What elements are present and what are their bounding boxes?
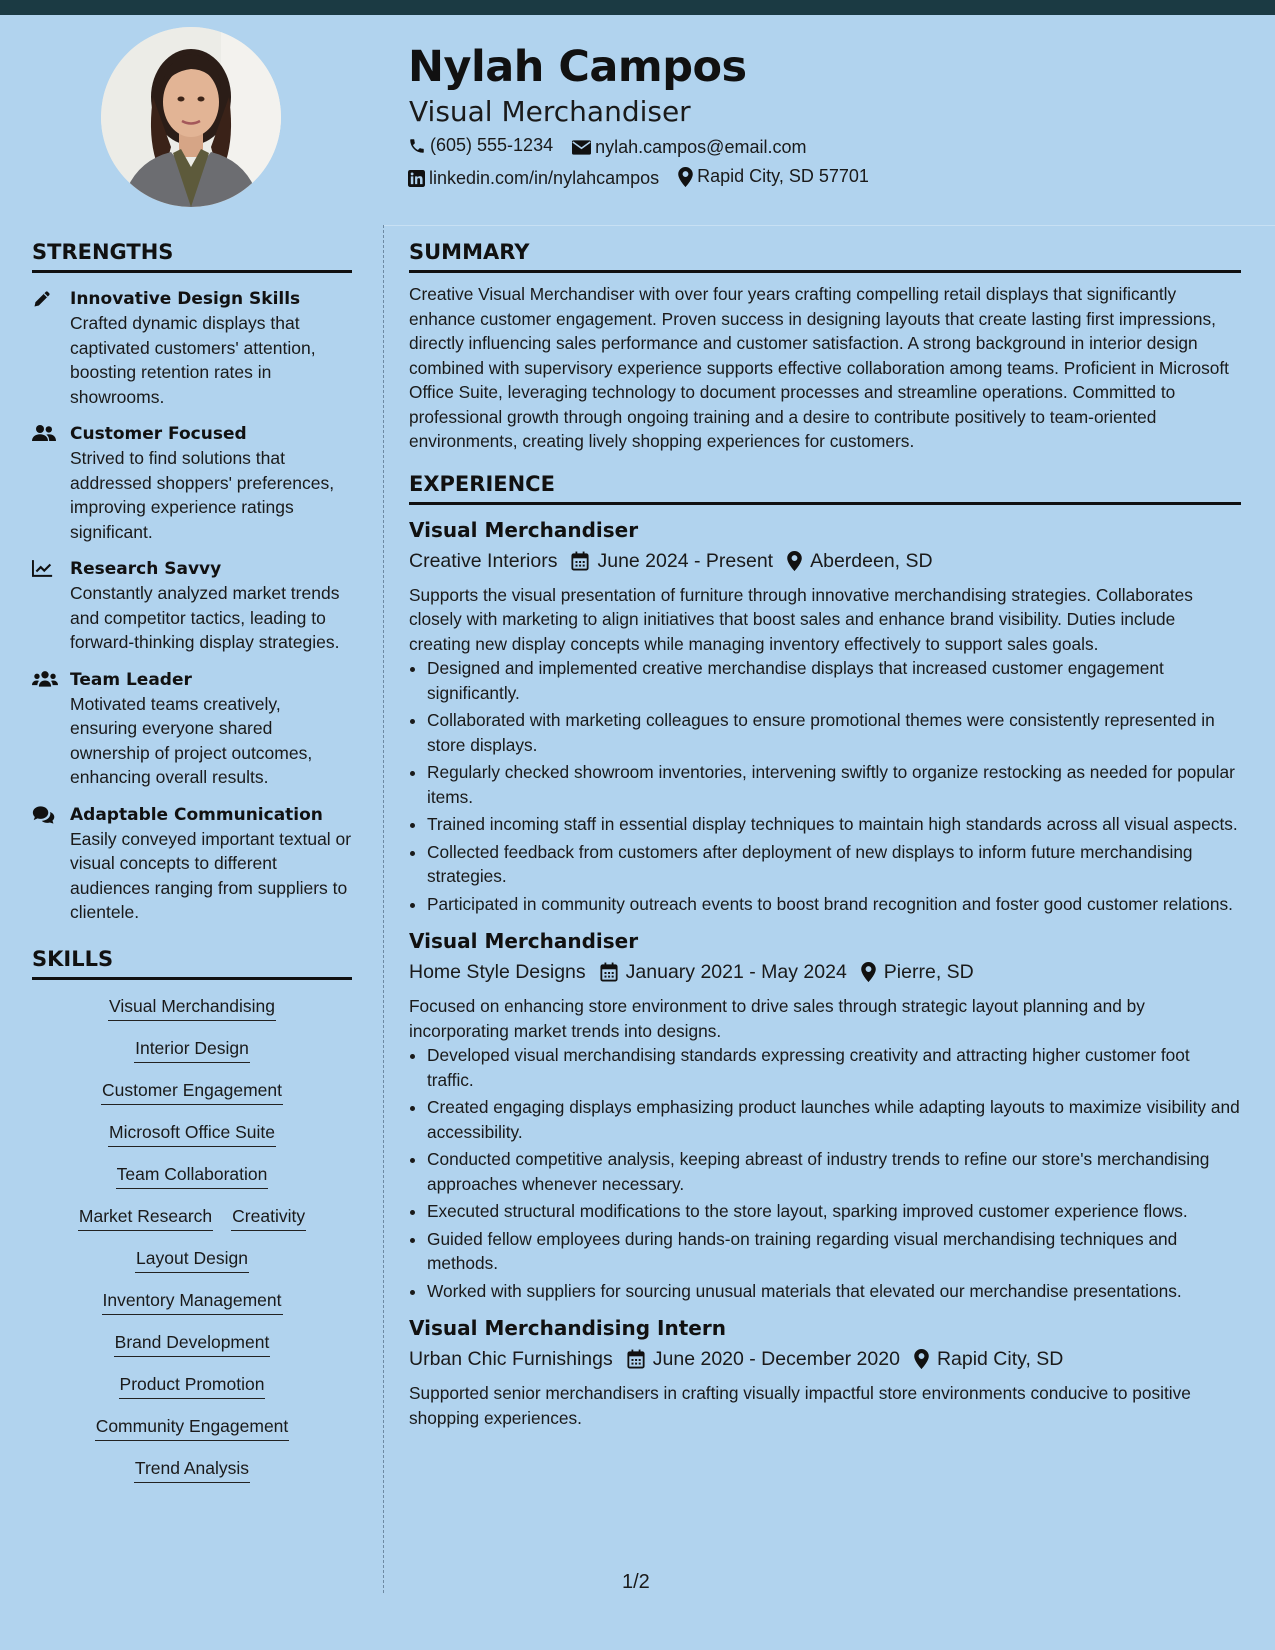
- linkedin-contact[interactable]: [408, 168, 659, 189]
- job-dates: January 2021 - May 2024: [625, 961, 847, 983]
- users-icon: [32, 424, 56, 442]
- skills-list: [32, 994, 352, 1483]
- strength-title: Adaptable Communication: [70, 804, 323, 825]
- skill-tag: Layout Design: [135, 1246, 249, 1273]
- job-description: Supported senior merchandisers in crafting visually impactful store environments conducive to positive shopping experiences.: [409, 1383, 1191, 1428]
- job-entry: [409, 928, 1241, 1303]
- strength-item: [32, 287, 352, 409]
- location-text: Rapid City, SD 57701: [697, 166, 869, 186]
- candidate-name: Nylah Campos: [408, 42, 747, 92]
- strengths-heading: STRENGTHS: [32, 240, 352, 273]
- linkedin-text[interactable]: linkedin.com/in/nylahcampos: [429, 167, 660, 188]
- job-meta: [409, 959, 1241, 985]
- job-bullet: • Regularly checked showroom inventories, intervening swiftly to organize restocking as needed for popular items.: [427, 760, 1241, 809]
- left-column: [32, 240, 352, 1498]
- job-location: Aberdeen, SD: [810, 549, 933, 572]
- job-company: Home Style Designs: [409, 961, 586, 983]
- phone-icon: [408, 137, 426, 155]
- skill-tag: Trend Analysis: [134, 1456, 250, 1483]
- job-role: Visual Merchandising Intern: [409, 1316, 726, 1340]
- job-entry: [409, 517, 1241, 917]
- contact-line-2: [408, 166, 883, 192]
- right-column: [409, 240, 1241, 1430]
- job-entry: [409, 1315, 1241, 1430]
- strength-item: [32, 422, 352, 544]
- skill-tag: Customer Engagement: [101, 1078, 283, 1105]
- strength-description: Strived to find solutions that addressed shoppers' preferences, improving experience ratings significant.: [70, 448, 335, 542]
- skill-tag: Brand Development: [114, 1330, 271, 1357]
- map-pin-icon: [861, 962, 876, 982]
- job-bullet: • Developed visual merchandising standards expressing creativity and attracting higher customer foot traffic.: [427, 1043, 1241, 1092]
- skill-tag: Interior Design: [134, 1036, 250, 1063]
- linkedin-icon: [408, 170, 425, 187]
- email-text[interactable]: nylah.campos@email.com: [595, 136, 807, 157]
- strength-title: Team Leader: [70, 669, 192, 690]
- page-number: 1/2: [622, 1571, 650, 1593]
- job-bullet: • Executed structural modifications to the store layout, sparking improved customer experience flows.: [427, 1199, 1241, 1224]
- job-dates: June 2020 - December 2020: [652, 1348, 900, 1370]
- job-location: Pierre, SD: [883, 961, 974, 983]
- strength-description: Crafted dynamic displays that captivated customers' attention, boosting retention rates in showrooms.: [70, 313, 316, 407]
- strength-title: Customer Focused: [70, 424, 247, 444]
- map-pin-icon: [787, 551, 802, 571]
- team-icon: [32, 670, 58, 688]
- experience-heading: EXPERIENCE: [409, 472, 1241, 505]
- skills-heading: SKILLS: [32, 947, 352, 980]
- job-bullet: • Guided fellow employees during hands-on training regarding visual merchandising techniques and methods.: [427, 1227, 1241, 1276]
- skill-tag: Product Promotion: [119, 1372, 266, 1399]
- contact-line-1: [408, 135, 820, 160]
- candidate-title: Visual Merchandiser: [409, 95, 691, 128]
- job-meta: [409, 548, 1241, 574]
- phone-contact: [408, 135, 553, 156]
- map-pin-icon: [678, 167, 693, 187]
- job-bullet: • Participated in community outreach events to boost brand recognition and foster good customer relations.: [427, 892, 1241, 917]
- job-bullet: • Worked with suppliers for sourcing unusual materials that elevated our merchandise presentations.: [427, 1279, 1241, 1304]
- strength-item: [32, 803, 352, 925]
- skill-tag: Team Collaboration: [116, 1162, 269, 1189]
- job-company: Urban Chic Furnishings: [409, 1348, 613, 1370]
- skill-tag: Visual Merchandising: [108, 994, 276, 1021]
- skill-tag: Creativity: [231, 1204, 306, 1231]
- job-bullets: [409, 656, 1241, 916]
- job-company: Creative Interiors: [409, 549, 558, 572]
- strength-item: [32, 557, 352, 655]
- strengths-list: [32, 287, 352, 925]
- pencil-icon: [32, 289, 52, 309]
- job-location: Rapid City, SD: [936, 1348, 1064, 1370]
- skill-tag: Inventory Management: [102, 1288, 283, 1315]
- strength-title: Research Savvy: [70, 559, 222, 579]
- calendar-icon: [600, 962, 618, 982]
- job-dates: June 2024 - Present: [597, 549, 774, 572]
- job-bullet: • Created engaging displays emphasizing product launches while adapting layouts to maximize visibility and accessibility.: [427, 1095, 1241, 1144]
- job-bullet: • Trained incoming staff in essential display techniques to maintain high standards across all visual aspects.: [427, 812, 1241, 837]
- job-description: Supports the visual presentation of furniture through innovative merchandising strategies. Collaborates closely with marketing to align initiatives that boost sales and enhance brand visibility. Duties include creating new display concepts while managing inventory effectively to support sales goals.: [409, 584, 1193, 654]
- job-meta: [409, 1346, 1241, 1372]
- job-bullets: [409, 1043, 1241, 1303]
- email-contact[interactable]: [572, 137, 806, 158]
- job-bullet: • Conducted competitive analysis, keeping abreast of industry trends to refine our store's merchandising approaches whenever necessary.: [427, 1147, 1241, 1196]
- envelope-icon: [572, 140, 591, 155]
- column-divider: [383, 225, 384, 1593]
- strength-title: Innovative Design Skills: [70, 289, 301, 309]
- job-bullet: • Designed and implemented creative merchandise displays that increased customer engagement significantly.: [427, 656, 1241, 705]
- calendar-icon: [571, 551, 589, 571]
- summary-text: Creative Visual Merchandiser with over four years crafting compelling retail displays that significantly enhance customer engagement. Proven success in designing layouts that create lasting first impressions, directly influencing sales performance and customer satisfaction. A strong background in interior design combined with supervisory experience supports effective collaboration among teams. Proficient in Microsoft Office Suite, leveraging technology to document processes and streamline operations. Committed to professional growth through ongoing training and a desire to contribute positively to team-oriented environments, creating lively shopping experiences for customers.: [409, 284, 1229, 451]
- phone-text: (605) 555-1234: [430, 135, 554, 155]
- strength-description: Motivated teams creatively, ensuring everyone shared ownership of project outcomes, enhancing overall results.: [70, 693, 313, 787]
- job-role: Visual Merchandiser: [409, 929, 639, 953]
- skill-tag: Community Engagement: [95, 1414, 290, 1441]
- location-contact: [678, 166, 869, 187]
- experience-list: [409, 517, 1241, 1431]
- job-role: Visual Merchandiser: [409, 517, 639, 542]
- skill-tag: Market Research: [78, 1204, 213, 1231]
- skill-tag: Microsoft Office Suite: [108, 1120, 276, 1147]
- job-description: Focused on enhancing store environment to drive sales through strategic layout planning and by incorporating market trends into designs.: [409, 996, 1145, 1041]
- top-accent-bar: [0, 0, 1275, 15]
- strength-description: Easily conveyed important textual or visual concepts to different audiences ranging from suppliers to clientele.: [70, 828, 352, 922]
- strength-description: Constantly analyzed market trends and competitor tactics, leading to forward-thinking display strategies.: [70, 583, 340, 652]
- comments-icon: [32, 805, 56, 825]
- profile-photo: [101, 27, 281, 207]
- calendar-icon: [627, 1349, 645, 1369]
- map-pin-icon: [914, 1349, 929, 1369]
- job-bullet: • Collected feedback from customers after deployment of new displays to inform future merchandising strategies.: [427, 840, 1241, 889]
- summary-heading: SUMMARY: [409, 240, 1241, 273]
- header-divider: [384, 225, 1275, 226]
- strength-item: [32, 668, 352, 790]
- job-bullet: • Collaborated with marketing colleagues to ensure promotional themes were consistently represented in store displays.: [427, 708, 1241, 757]
- chart-line-icon: [32, 559, 53, 577]
